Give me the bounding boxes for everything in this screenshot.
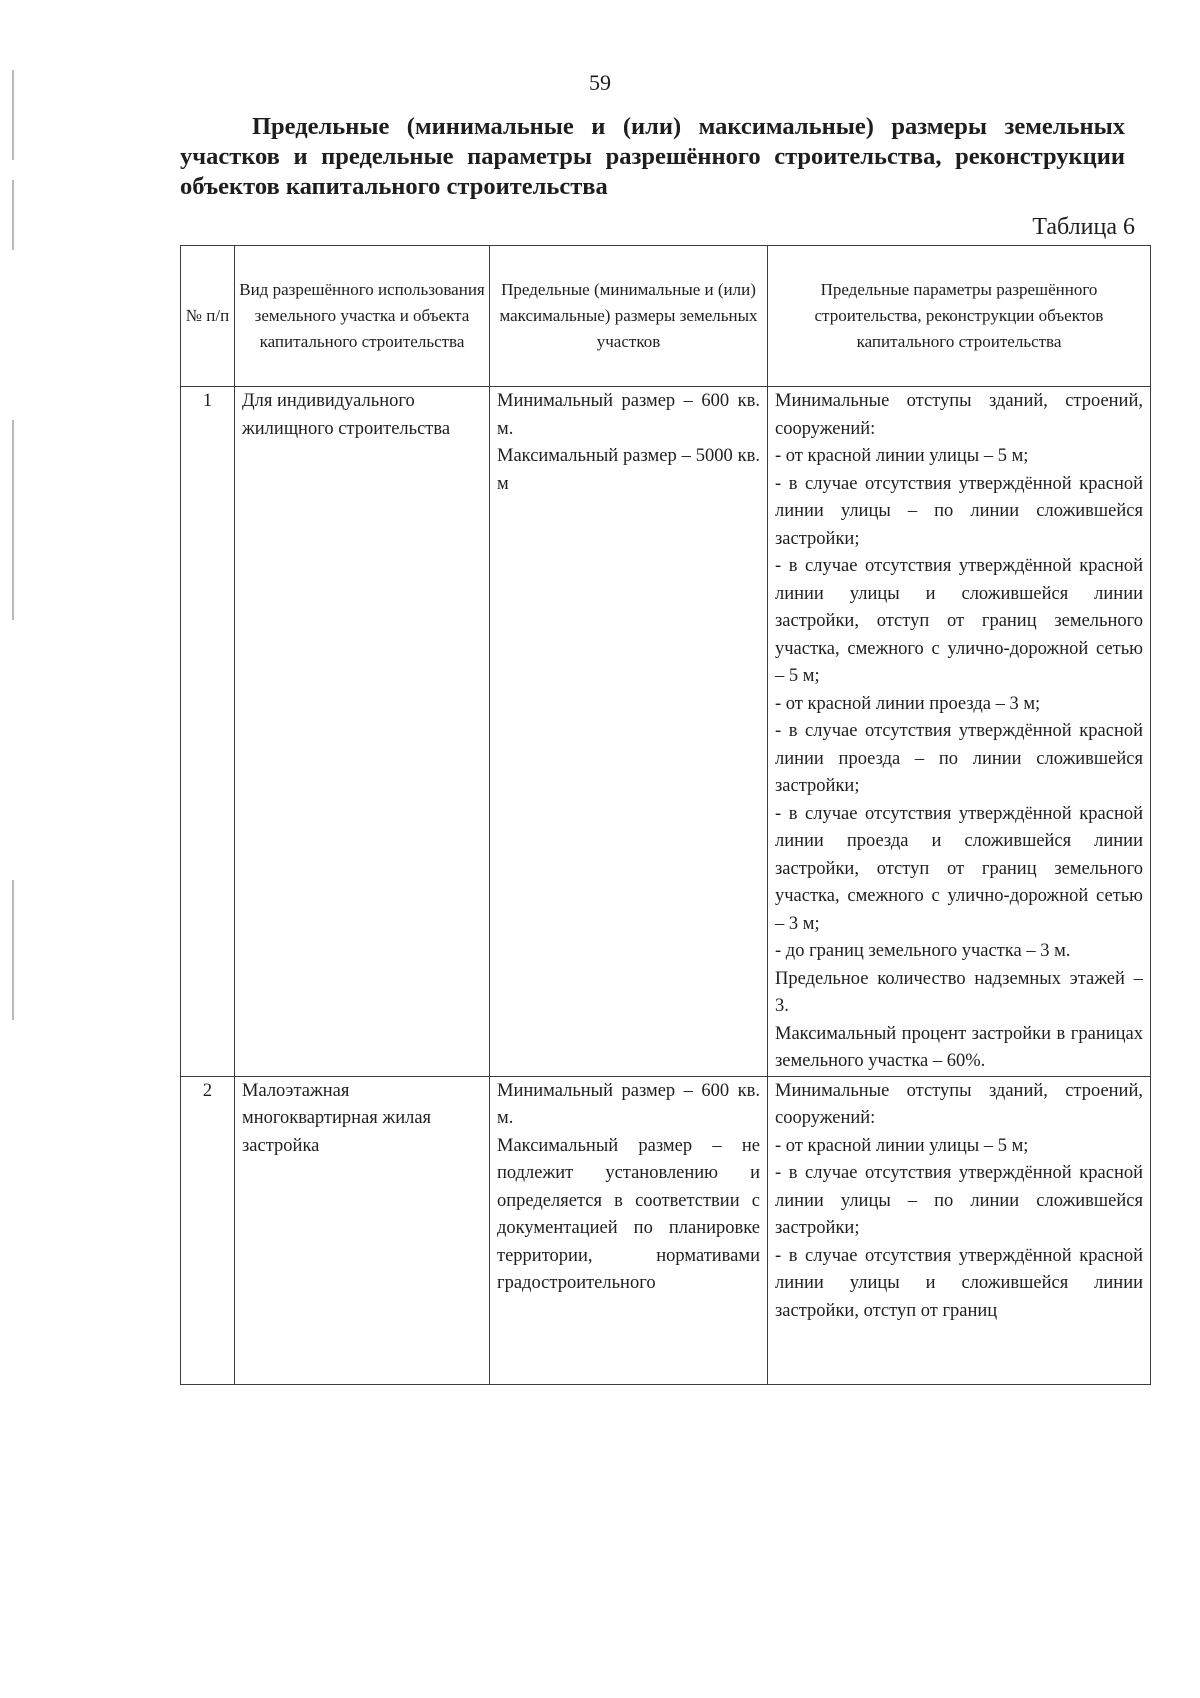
cell-line: - в случае отсутствия утверждённой красной линии улицы и сложившейся линии застройки, отступ от границ земельного участка, смежного с улично-дорожной сетью – 5 м; xyxy=(775,556,1143,686)
scan-edge-mark xyxy=(12,180,14,250)
cell-line: - в случае отсутствия утверждённой красной линии проезда – по линии сложившейся застройки; xyxy=(775,721,1143,796)
row-number: 1 xyxy=(181,387,235,1077)
table-row xyxy=(181,1076,1151,1384)
row-number: 2 xyxy=(181,1076,235,1384)
cell-line: - от красной линии улицы – 5 м; xyxy=(775,1135,1029,1156)
header-build-params: Предельные параметры разрешённого строительства, реконструкции объектов капитального строительства xyxy=(768,246,1151,387)
cell-line: Минимальный размер – 600 кв. м. xyxy=(497,1080,760,1128)
header-number: № п/п xyxy=(181,246,235,387)
use-type-cell: Для индивидуального жилищного строительства xyxy=(235,387,490,1077)
use-type-cell: Малоэтажная многоквартирная жилая застройка xyxy=(235,1076,490,1384)
cell-line: - в случае отсутствия утверждённой красной линии улицы – по линии сложившейся застройки; xyxy=(775,473,1143,549)
build-params-cell xyxy=(768,1076,1151,1384)
parameters-table xyxy=(180,245,1151,1385)
table-header-row xyxy=(181,246,1151,387)
table-row xyxy=(181,387,1151,1077)
plot-sizes-cell xyxy=(490,387,768,1077)
scan-edge-mark xyxy=(12,420,14,620)
cell-line: - в случае отсутствия утверждённой красной линии проезда и сложившейся линии застройки, отступ от границ земельного участка, смежного с улично-дорожной сетью – 3 м; xyxy=(775,803,1143,934)
scan-edge-mark xyxy=(12,880,14,1020)
cell-line: Минимальные отступы зданий, строений, сооружений: xyxy=(775,391,1143,439)
cell-line: - в случае отсутствия утверждённой красной линии улицы – по линии сложившейся застройки; xyxy=(775,1163,1143,1238)
page-number: 59 xyxy=(589,70,611,95)
cell-line: Максимальный размер – 5000 кв. м xyxy=(497,446,760,494)
cell-line: - в случае отсутствия утверждённой красной линии улицы и сложившейся линии застройки, отступ от границ xyxy=(775,1245,1143,1321)
cell-line: - до границ земельного участка – 3 м. xyxy=(775,941,1071,961)
cell-line: Максимальный процент застройки в границах земельного участка – 60%. xyxy=(775,1023,1143,1071)
plot-sizes-cell xyxy=(490,1076,768,1384)
header-plot-sizes: Предельные (минимальные и (или) максимальные) размеры земельных участков xyxy=(490,246,768,387)
cell-line: Минимальный размер – 600 кв. м. xyxy=(497,391,760,439)
table-label: Таблица 6 xyxy=(1032,214,1135,240)
cell-line: - от красной линии проезда – 3 м; xyxy=(775,693,1041,714)
cell-line: Предельное количество надземных этажей – 3. xyxy=(775,968,1143,1016)
header-use-type: Вид разрешённого использования земельного участка и объекта капитального строительства xyxy=(235,246,490,387)
page-title: Предельные (минимальные и (или) максимальные) размеры земельных участков и предельные параметры разрешённого строительства, реконструкции объектов капитального строительства xyxy=(180,113,1125,200)
cell-line: Максимальный размер – не подлежит установлению и определяется в соответствии с документацией по планировке территории, нормативами градостроительного xyxy=(497,1135,760,1293)
build-params-cell xyxy=(768,387,1151,1077)
cell-line: - от красной линии улицы – 5 м; xyxy=(775,446,1029,466)
cell-line: Минимальные отступы зданий, строений, сооружений: xyxy=(775,1080,1143,1128)
